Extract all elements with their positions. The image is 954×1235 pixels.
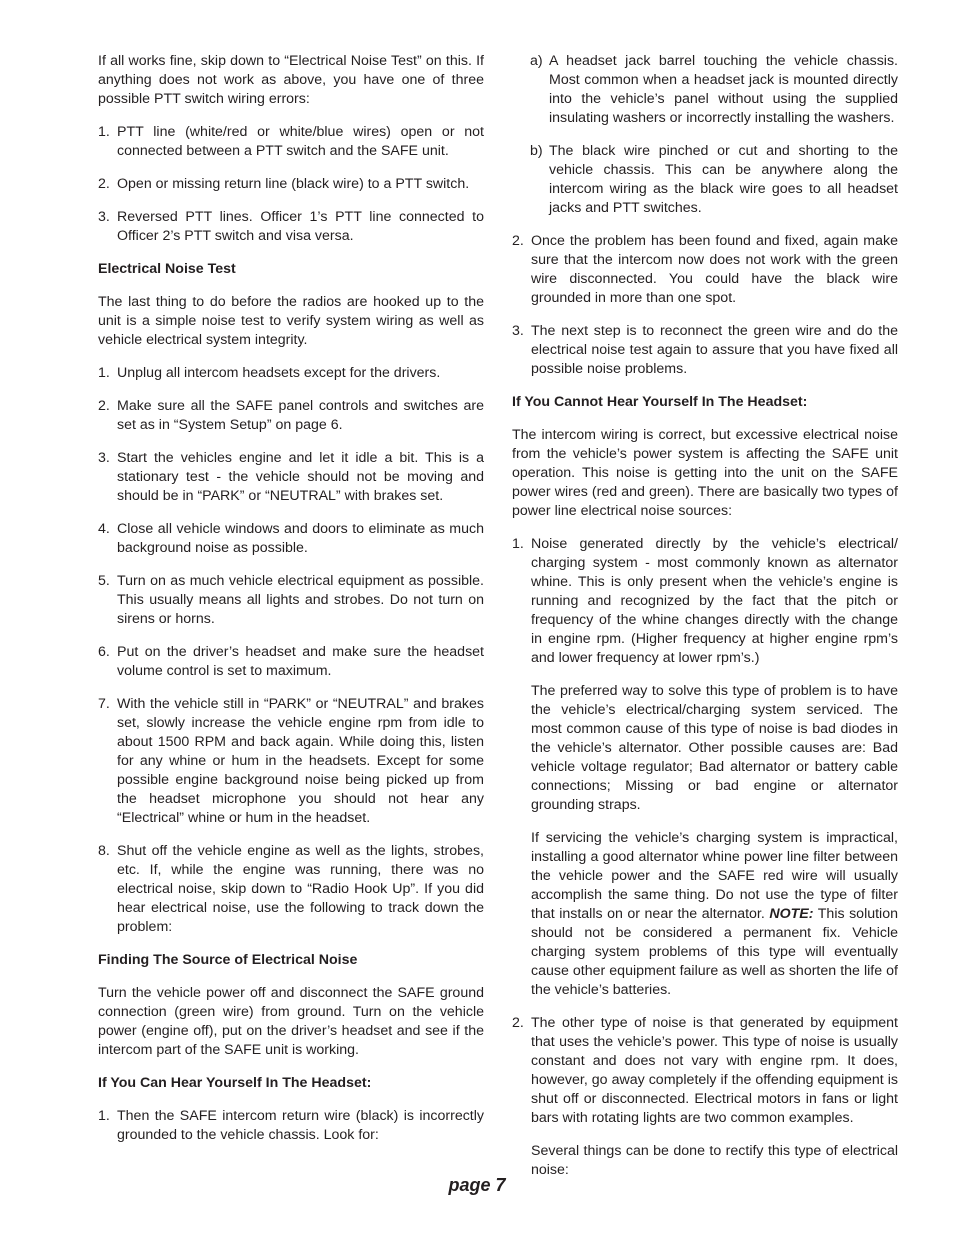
list-item: 3. The next step is to reconnect the green wire and do the electrical noise test again to assure that you have fixed all possible noise problems.	[512, 323, 898, 377]
list-item: 2. Make sure all the SAFE panel controls and switches are set as in “System Setup” on page 6.	[98, 398, 484, 433]
intro-paragraph: If all works fine, skip down to “Electrical Noise Test” on this. If anything does not work as above, you have one of three possible PTT switch wiring errors:	[98, 53, 484, 107]
can-hear-heading: If You Can Hear Yourself In The Headset:	[98, 1075, 372, 1091]
list-item: 1. Then the SAFE intercom return wire (black) is incorrectly grounded to the vehicle chassis. Look for:	[98, 1108, 484, 1143]
list-item: 1. Unplug all intercom headsets except for the drivers.	[98, 365, 441, 381]
noise-sources-list-2	[512, 1014, 898, 1128]
source2-paragraph-1: Several things can be done to rectify this type of electrical noise:	[531, 1143, 898, 1178]
right-column	[512, 52, 898, 1194]
list-item: 4. Close all vehicle windows and doors to eliminate as much background noise as possible.	[98, 521, 484, 556]
source-paragraph: Turn the vehicle power off and disconnect the SAFE ground connection (green wire) from ground. Turn on the vehicle power (engine off), put on the driver’s headset and see if the intercom part of the SAFE unit is working.	[98, 985, 484, 1058]
list-item: 8. Shut off the vehicle engine as well as the lights, strobes, etc. If, while the engine was running, there was no electrical noise, skip down to “Radio Hook Up”. If you did hear electrical noise, use the following to track down the problem:	[98, 843, 484, 935]
list-item: 3. Start the vehicles engine and let it idle a bit. This is a stationary test - the vehicle should not be moving and should be in “PARK” or “NEUTRAL” with brakes set.	[98, 450, 484, 504]
look-for-list	[512, 52, 898, 218]
noise-sources-list	[512, 535, 898, 668]
list-item: 2. Open or missing return line (black wire) to a PTT switch.	[98, 176, 470, 192]
source1-paragraph-2: If servicing the vehicle’s charging system is impractical, installing a good alternator whine power line filter between the vehicle power and the SAFE red wire will usually accomplish the same thing. Do not use the type of filter that installs on or near the alternator. NOTE: This solution should not be considered a permanent fix. Vehicle charging system problems of this type will eventually cause other equipment failure as well as shorten the life of the vehicle’s batteries.	[531, 830, 898, 998]
list-item: 1. Noise generated directly by the vehicle’s electrical/ charging system - most commonly known as alternator whine. This is only present when the vehicle’s engine is running and recognized by the fact that the pitch or frequency of the whine changes directly with the change in engine rpm. (Higher frequency at higher engine rpm’s and lower frequency at lower rpm’s.)	[512, 536, 898, 666]
ptt-errors-list	[98, 123, 484, 246]
list-item: 5. Turn on as much vehicle electrical equipment as possible. This usually means all lights and strobes. Do not turn on sirens or horns.	[98, 573, 484, 627]
cannot-hear-heading: If You Cannot Hear Yourself In The Headset:	[512, 394, 808, 410]
list-item: 2. Once the problem has been found and fixed, again make sure that the intercom now does not work with the green wire disconnected. You could have the black wire grounded in more than one spot.	[512, 233, 898, 306]
list-item: 7. With the vehicle still in “PARK” or “NEUTRAL” and brakes set, slowly increase the vehicle engine rpm from idle to about 1500 RPM and back again. While doing this, listen for any whine or hum in the headsets. Except for some possible engine background noise being picked up from the headset microphone you should not hear any “Electrical” whine or hum in the headset.	[98, 696, 484, 826]
list-item: 3. Reversed PTT lines. Officer 1’s PTT line connected to Officer 2’s PTT switch and visa versa.	[98, 209, 484, 244]
left-column	[98, 52, 484, 1159]
source-heading: Finding The Source of Electrical Noise	[98, 952, 358, 968]
source1-paragraph-1: The preferred way to solve this type of problem is to have the vehicle’s electrical/charging system serviced. The most common cause of this type of noise is bad diodes in the vehicle’s alternator. Other possible causes are: Bad vehicle voltage regulator; Bad alternator or battery cable connections; Missing or bad engine or alternator grounding straps.	[531, 683, 898, 813]
note-label: NOTE:	[769, 906, 814, 922]
list-item: a) A headset jack barrel touching the vehicle chassis. Most common when a headset jack is mounted directly into the vehicle’s panel without using the supplied insulating washers or incorrectly installing the washers.	[530, 53, 898, 126]
noise-test-intro: The last thing to do before the radios are hooked up to the unit is a simple noise test to verify system wiring as well as vehicle electrical system integrity.	[98, 294, 484, 348]
list-item: 6. Put on the driver’s headset and make sure the headset volume control is set to maximum.	[98, 644, 484, 679]
noise-steps-list	[98, 364, 484, 937]
list-item: 1. PTT line (white/red or white/blue wires) open or not connected between a PTT switch and the SAFE unit.	[98, 124, 484, 159]
cannot-hear-intro: The intercom wiring is correct, but excessive electrical noise from the vehicle’s power system is affecting the SAFE unit operation. This noise is getting into the unit on the SAFE power wires (red and green). There are basically two types of power line electrical noise sources:	[512, 427, 898, 519]
noise-test-heading: Electrical Noise Test	[98, 261, 236, 277]
list-item: 2. The other type of noise is that generated by equipment that uses the vehicle’s power. This type of noise is usually constant and does not vary with engine rpm. It does, however, go away completely if the offending equipment is shut off or disconnected. Electrical motors in fans or light bars with rotating lights are two common examples.	[512, 1015, 898, 1126]
can-hear-continued-list	[512, 232, 898, 379]
list-item: b) The black wire pinched or cut and shorting to the vehicle chassis. This can be anywhere along the intercom wiring as the black wire goes to all headset jacks and PTT switches.	[530, 143, 898, 216]
page-number: page 7	[448, 1175, 506, 1195]
can-hear-list	[98, 1107, 484, 1145]
